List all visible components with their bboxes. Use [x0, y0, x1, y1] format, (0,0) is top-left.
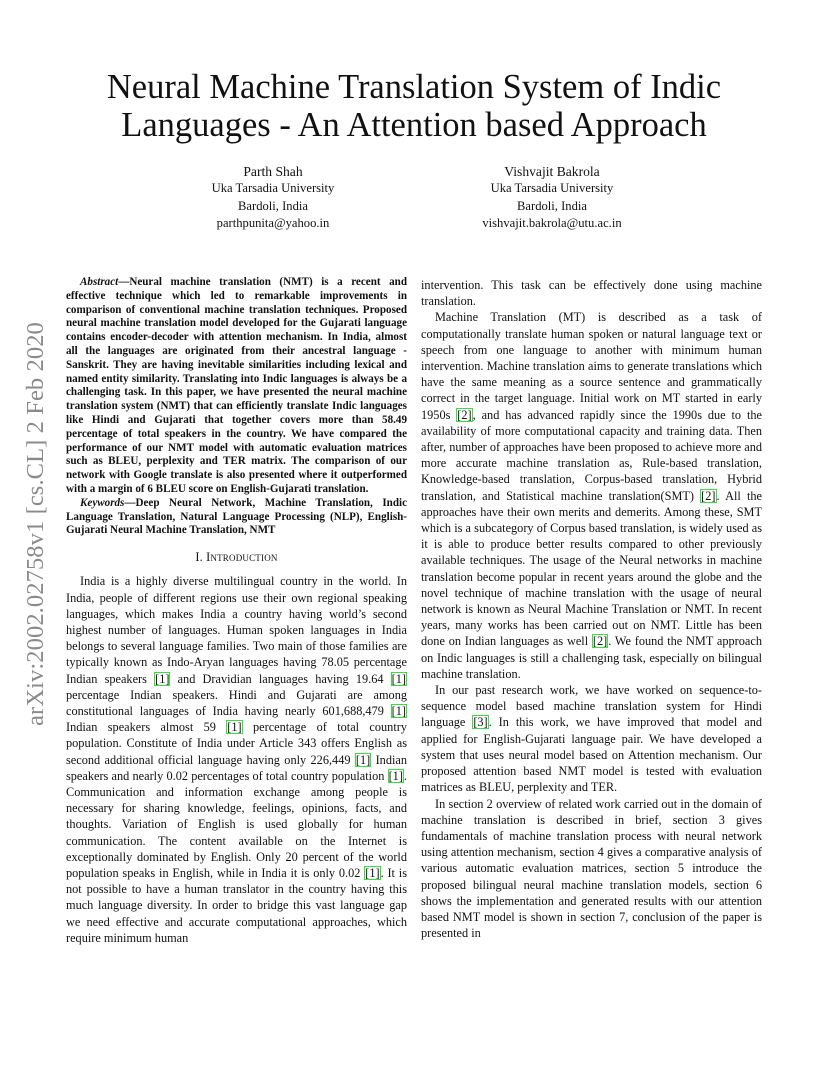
arxiv-stamp [14, 296, 58, 752]
citation-link[interactable]: [2] [701, 488, 716, 503]
author-email: parthpunita@yahoo.in [216, 216, 330, 231]
paragraph-text: . Communication and information exchange among people is necessary for sharing knowledge, feelings, opinions, facts, and thoughts. Variation of English is used globally for human communication. The content available on the Internet is exceptionally dominated by English. Only 20 percent of the world population speaks in English, while in India it is only 0.02 [66, 768, 407, 880]
citation-link[interactable]: [2] [592, 634, 608, 649]
left-column [66, 276, 407, 946]
paragraph-text: percentage Indian speakers. Hindi and Gujarati are among constitutional languages of India having nearly 601,688,479 [66, 687, 407, 718]
citation-link[interactable]: [1] [355, 752, 371, 767]
paragraph-text: . In this work, we have improved that model and applied for English-Gujarati language pair. We have developed a system that uses neural model based on Attention mechanism. Our proposed attention based NMT model is tested with evaluation matrices as BLEU, perplexity and TER. [421, 715, 762, 795]
citation-link[interactable]: [3] [473, 715, 488, 730]
author-name: Parth Shah [243, 164, 303, 179]
arxiv-identifier: arXiv:2002.02758v1 [cs.CL] 2 Feb 2020 [22, 322, 49, 726]
keywords-text: —Deep Neural Network, Machine Translation, Indic Language Translation, Natural Language Processing (NLP), English-Gujarati Neural Machine Translation, NMT [66, 496, 407, 537]
citation-link[interactable]: [2] [457, 407, 472, 422]
right-column [421, 277, 762, 941]
section-heading-introduction [66, 549, 407, 565]
keywords [66, 497, 407, 538]
paragraph-text: India is a highly diverse multilingual country in the world. In India, people of different regions use their own regional speaking languages, which makes India a country having world’s second highest number of languages. Human spoken languages in India belongs to several language families. Two main of those families are typically known as Indo-Aryan languages having 78.05 percentage Indian speakers [66, 574, 407, 686]
author-block-2 [422, 163, 682, 233]
section-title: Introduction [206, 550, 278, 565]
author-affiliation: Uka Tarsadia University [211, 181, 335, 196]
author-affiliation: Uka Tarsadia University [490, 181, 614, 196]
keywords-label: Keywords [80, 496, 125, 509]
paragraph-text: Indian speakers and nearly 0.02 percentages of total country population [66, 752, 407, 783]
abstract [66, 276, 407, 497]
paragraph-text: In our past research work, we have worked on sequence-to-sequence model based machine translation system for Hindi language [421, 683, 762, 730]
paragraph-text: . All the approaches have their own merits and demerits. Among these, SMT which is a subcategory of Corpus based translation, is widely used as it is able to produce better results compared to other previously available techniques. The usage of the Neural networks in machine translation become popular in recent years around the globe and the novel technique of machine translation with the usage of neural network is known as Neural Machine Translation or NMT. In recent years, many works has been carried out on NMT. Little has been done on Indian languages as well [421, 488, 763, 649]
paragraph-text: . We found the NMT approach on Indic languages is still a challenging task, especially on bilingual machine translation. [421, 634, 762, 681]
paragraph-text: Machine Translation (MT) is described as a task of computationally translate human spoken or natural language text or speech from one language to another with minimum human intervention. Machine translation aims to generate translations which have the same meaning as a source sentence and grammatically correct in the target language. Initial work on MT started in early 1950s [421, 310, 762, 422]
author-name: Vishvajit Bakrola [504, 164, 600, 179]
citation-link[interactable]: [1] [391, 671, 406, 686]
author-location: Bardoli, India [517, 198, 587, 213]
paragraph [421, 682, 762, 795]
intro-paragraph [66, 573, 407, 946]
paper-title: Neural Machine Translation System of Indic Languages - An Attention based Approach [106, 68, 722, 144]
author-location: Bardoli, India [238, 198, 308, 213]
abstract-text: —Neural machine translation (NMT) is a recent and effective technique which led to remarkable improvements in comparison of conventional machine translation techniques. Proposed neural machine translation model developed for the Gujarati language contains encoder-decoder with attention mechanism. In India, almost all the languages are originated from their ancestral language - Sanskrit. They are having inevitable similarities including lexical and named entity similarity. Translating into Indic languages is always be a challenging task. In this paper, we have presented the neural machine translation system (NMT) that can efficiently translate Indic languages like Hindi and Gujarati that together covers more than 58.49 percentage of total speakers in the country. We have compared the performance of our NMT model with automatic evaluation matrices such as BLEU, perplexity and TER matrix. The comparison of our network with Google translate is also presented where it outperformed with a margin of 6 BLEU score on English-Gujarati translation. [66, 276, 407, 495]
paragraph: In section 2 overview of related work carried out in the domain of machine translation is described in brief, section 3 gives fundamentals of machine translation process with neural network using attention mechanism, section 4 gives a comparative analysis of various automatic evaluation matrices, section 5 introduce the proposed bilingual neural machine translation models, section 6 shows the implementation and generated results with our attention based NMT model is shown in section 7, conclusion of the paper is presented in [421, 796, 762, 941]
paragraph-text: . It is not possible to have a human translator in the country having this much language diversity. In order to bridge this vast language gap we need effective and accurate computational approaches, which require minimum human [66, 866, 407, 945]
paragraph: intervention. This task can be effectively done using machine translation. [421, 278, 762, 309]
paragraph-text: Indian speakers almost 59 [66, 720, 227, 735]
author-email: vishvajit.bakrola@utu.ac.in [482, 216, 622, 231]
author-block-1 [143, 163, 403, 233]
paragraph-text: percentage of total country population. Constitute of India under Article 343 offers English as second additional official language having only 226,449 [66, 720, 407, 767]
citation-link[interactable]: [1] [365, 866, 380, 880]
citation-link[interactable]: [1] [391, 703, 406, 718]
citation-link[interactable]: [1] [388, 768, 403, 783]
section-number: I. [195, 550, 207, 565]
paragraph-text: and Dravidian languages having 19.64 [170, 671, 391, 686]
paragraph [421, 309, 762, 682]
citation-link[interactable]: [1] [227, 720, 242, 735]
citation-link[interactable]: [1] [155, 671, 170, 686]
paragraph-text: , and has advanced rapidly since the 1990s due to the availability of more computational capacity and training data. Then after, number of approaches have been proposed to achieve more and more accurate machine translation as, Rule-based translation, Knowledge-based translation, Corpus-based translation, Hybrid translation, and Statistical machine translation(SMT) [421, 407, 762, 503]
abstract-label: Abstract [80, 276, 119, 288]
